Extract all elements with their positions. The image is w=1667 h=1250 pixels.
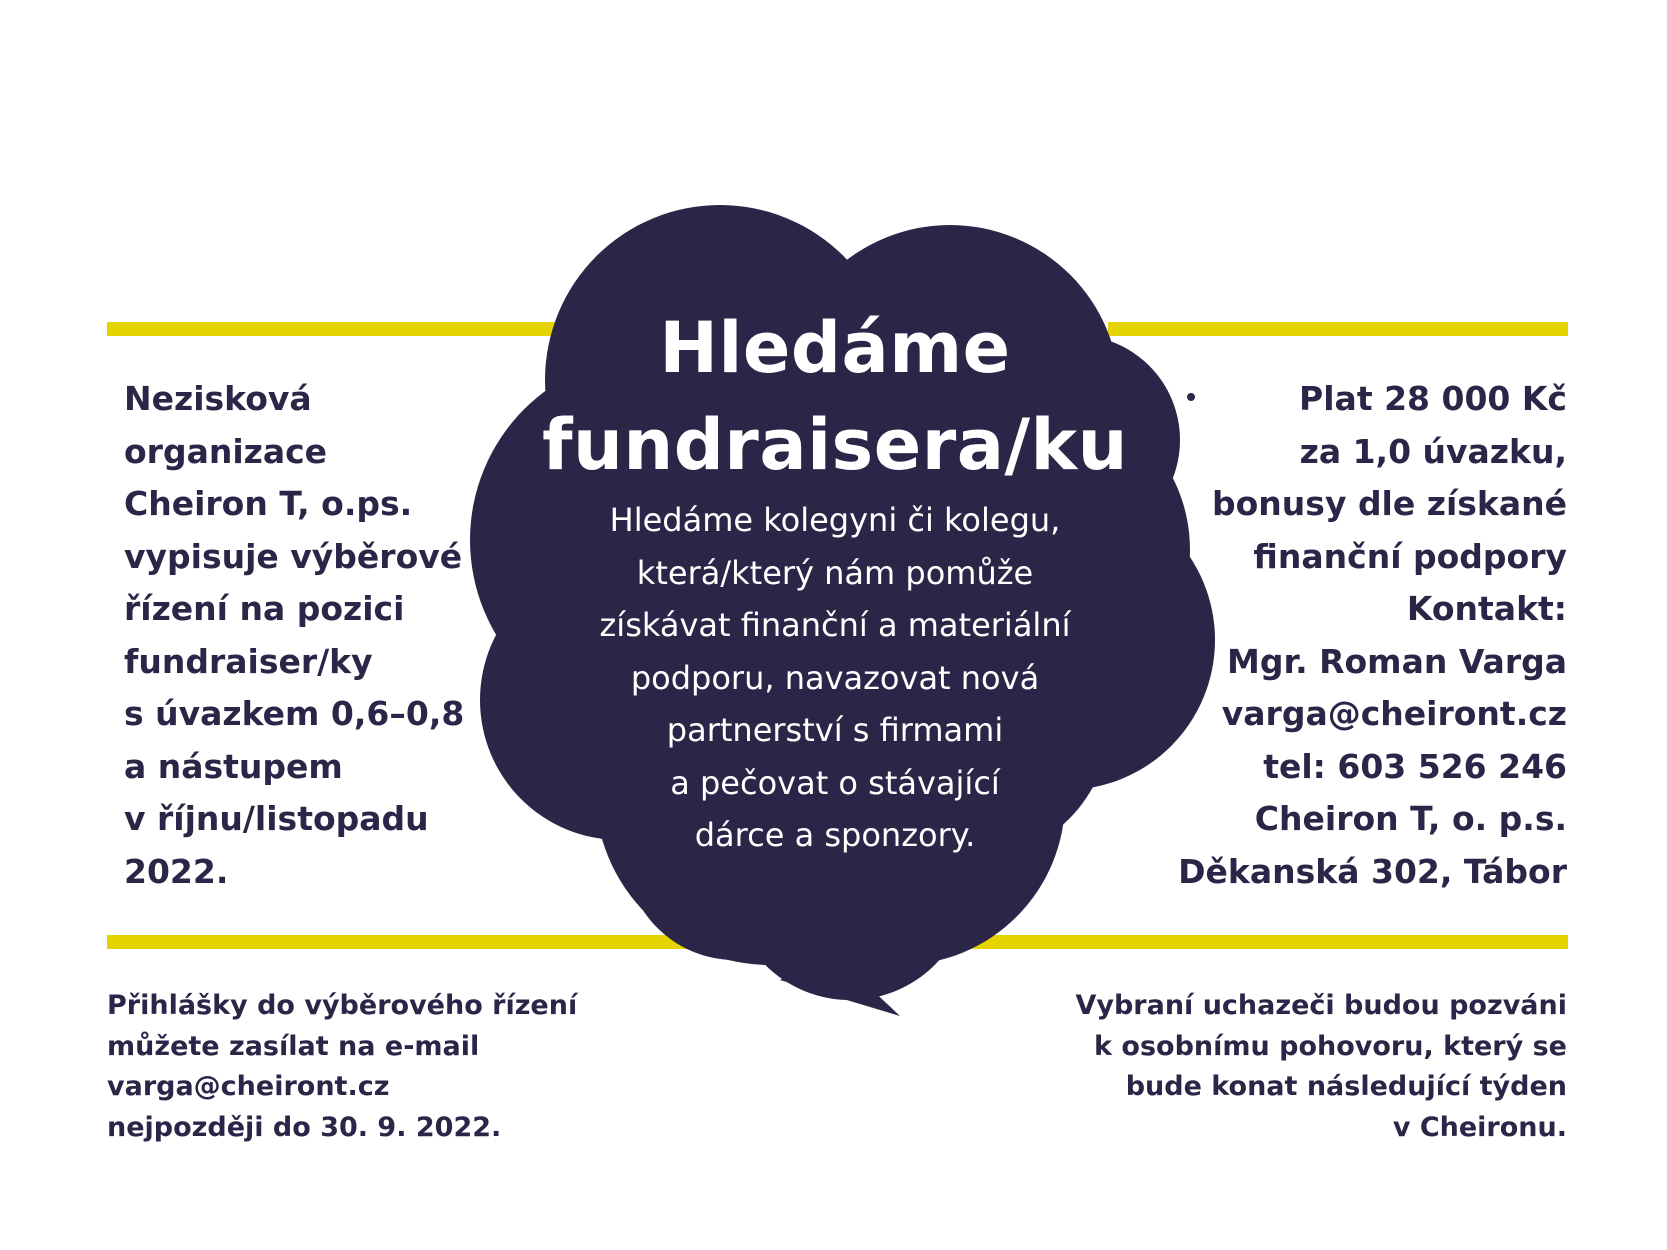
organization-line: řízení na pozici (124, 589, 405, 628)
interview-line: k osobnímu pohovoru, který se (1094, 1030, 1567, 1062)
contact-label: Kontakt: (1406, 589, 1567, 628)
bubble-line: partnerství s firmami (666, 711, 1004, 749)
organization-line: s úvazkem 0,6–0,8 (124, 694, 465, 733)
organization-line: a nástupem (124, 746, 343, 786)
organization-line: Nezisková (124, 379, 312, 418)
organization-line: v říjnu/listopadu (124, 799, 429, 838)
application-line: můžete zasílat na e-mail (107, 1030, 480, 1062)
contact-name: Mgr. Roman Varga (1227, 641, 1567, 681)
bubble-line: a pečovat o stávající (670, 763, 1000, 802)
contact-phone: tel: 603 526 246 (1263, 746, 1567, 786)
application-email: varga@cheiront.cz (107, 1071, 390, 1102)
salary-line: Plat 28 000 Kč (1299, 379, 1567, 418)
application-instructions (107, 986, 577, 1148)
bubble-line: která/který nám pomůže (636, 553, 1034, 592)
application-deadline: nejpozději do 30. 9. 2022. (107, 1111, 502, 1143)
headline (455, 300, 1215, 494)
bubble-line: podporu, navazovat nová (630, 658, 1040, 697)
salary-line: za 1,0 úvazku, (1299, 431, 1567, 471)
headline-line-1: Hledáme (659, 307, 1011, 389)
contact-address: Děkanská 302, Tábor (1178, 851, 1567, 891)
bubble-line: získávat finanční a materiální (599, 606, 1071, 644)
bubble-line: Hledáme kolegyni či kolegu, (609, 501, 1061, 539)
application-line: Přihlášky do výběrového řízení (107, 990, 578, 1021)
organization-line: 2022. (124, 851, 229, 891)
organization-line: Cheiron T, o.ps. (124, 484, 413, 523)
interview-line: Vybraní uchazeči budou pozváni (1075, 990, 1567, 1021)
salary-line: finanční podpory (1253, 536, 1567, 576)
contact-email: varga@cheiront.cz (1221, 694, 1567, 733)
salary-line: bonusy dle získané (1212, 484, 1567, 523)
organization-line: vypisuje výběrové (124, 536, 463, 576)
contact-organization: Cheiron T, o. p.s. (1254, 799, 1567, 838)
interview-line: v Cheironu. (1392, 1111, 1567, 1143)
headline-line-2: fundraisera/ku (542, 404, 1128, 486)
organization-info (124, 373, 464, 898)
bubble-description (455, 494, 1215, 862)
salary-and-contact-info (1178, 373, 1567, 898)
interview-line: bude konat následující týden (1125, 1071, 1567, 1102)
organization-line: fundraiser/ky (124, 641, 373, 681)
organization-line: organizace (124, 431, 328, 471)
bubble-line: dárce a sponzory. (694, 816, 976, 854)
interview-info (1075, 986, 1567, 1148)
